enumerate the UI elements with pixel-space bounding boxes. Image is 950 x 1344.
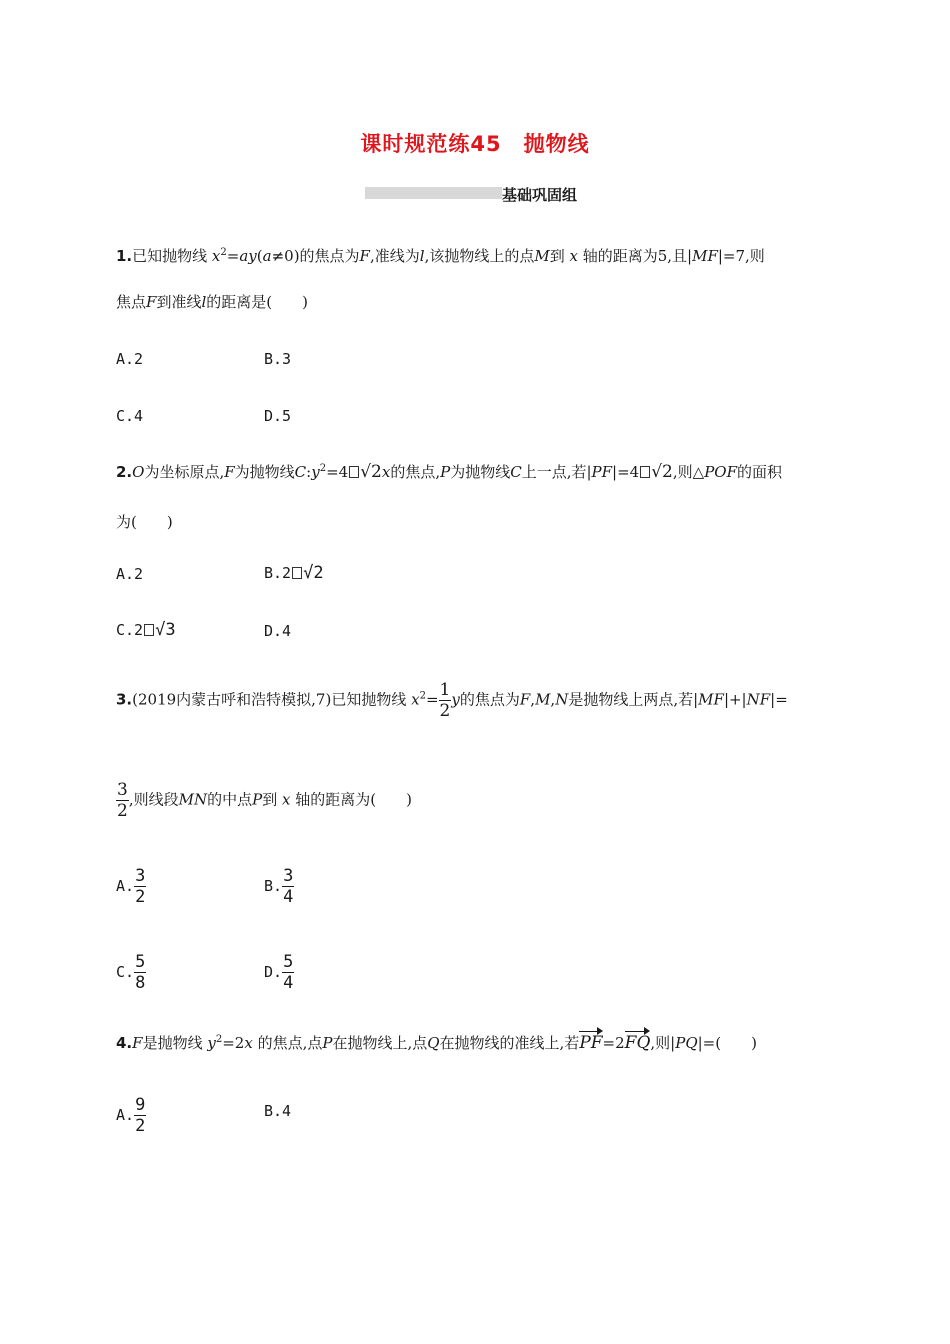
q3-number: 3. — [116, 690, 133, 709]
q3-option-a: A. $\frac{3}{2}$ — [116, 866, 146, 907]
q4-number: 4. — [116, 1034, 133, 1052]
section-bar — [365, 187, 502, 199]
fraction: $\frac{5}{4}$ — [283, 952, 294, 993]
q1-line2: 焦点F到准线l的距离是( ) — [116, 293, 308, 311]
q3-option-d: D. $\frac{5}{4}$ — [264, 952, 294, 993]
vector-pf: PF — [579, 1033, 603, 1053]
missing-glyph-box — [144, 624, 154, 636]
q1-line1: 1.已知抛物线 $x^2=ay(a\ne 0)$的焦点为F,准线为l,该抛物线上的点M到 x 轴的距离为5,且|MF|=7,则 — [116, 247, 765, 265]
fraction: $\frac{3}{4}$ — [283, 866, 294, 907]
q1-option-b: B.3 — [264, 350, 292, 368]
q2-line2: 为( ) — [116, 513, 173, 531]
q3-option-b: B. $\frac{3}{4}$ — [264, 866, 294, 907]
q4-option-a: A. $\frac{9}{2}$ — [116, 1095, 146, 1136]
fraction: $\frac{3}{2}$ — [117, 780, 128, 821]
q2-option-a: A.2 — [116, 565, 144, 583]
fraction: $\frac{1}{2}$ — [439, 680, 451, 721]
q2-line1: 2.O为坐标原点,F为抛物线$C:y^2=4$ √2x的焦点,P为抛物线C上一点,若|PF|=4 √2,则△POF的面积 — [116, 462, 783, 482]
q4-option-b: B.4 — [264, 1102, 292, 1120]
q2-option-b: B.2 √2 — [264, 563, 324, 583]
q1-option-d: D.5 — [264, 407, 292, 425]
q3-line1: 3.(2019内蒙古呼和浩特模拟,7)已知抛物线 $x^2=$ $\frac{1}{2}$ y的焦点为F,M,N是抛物线上两点,若|MF|+|NF|= — [116, 680, 788, 721]
fraction: $\frac{9}{2}$ — [135, 1095, 146, 1136]
q3-option-c: C. $\frac{5}{8}$ — [116, 952, 146, 993]
q1-option-c: C.4 — [116, 407, 144, 425]
q4-line1: 4.F是抛物线 $y^2=2x$ 的焦点,点P在抛物线上,点Q在抛物线的准线上,若PF=2FQ,则|PQ|=( ) — [116, 1033, 757, 1053]
page-title: 课时规范练45 抛物线 — [360, 132, 590, 156]
q2-option-c: C.2 √3 — [116, 620, 176, 640]
q1-option-a: A.2 — [116, 350, 144, 368]
q3-line2: $\frac{3}{2}$ ,则线段MN的中点P到 x 轴的距离为( ) — [117, 780, 412, 821]
q2-number: 2. — [116, 463, 133, 481]
fraction: $\frac{3}{2}$ — [135, 866, 146, 907]
missing-glyph-box — [292, 567, 302, 579]
missing-glyph-box — [640, 466, 650, 478]
missing-glyph-box — [349, 466, 359, 478]
section-heading: 基础巩固组 — [502, 186, 578, 204]
q2-option-d: D.4 — [264, 622, 292, 640]
fraction: $\frac{5}{8}$ — [135, 952, 146, 993]
vector-fq: FQ — [624, 1033, 651, 1053]
q1-number: 1. — [116, 247, 133, 265]
